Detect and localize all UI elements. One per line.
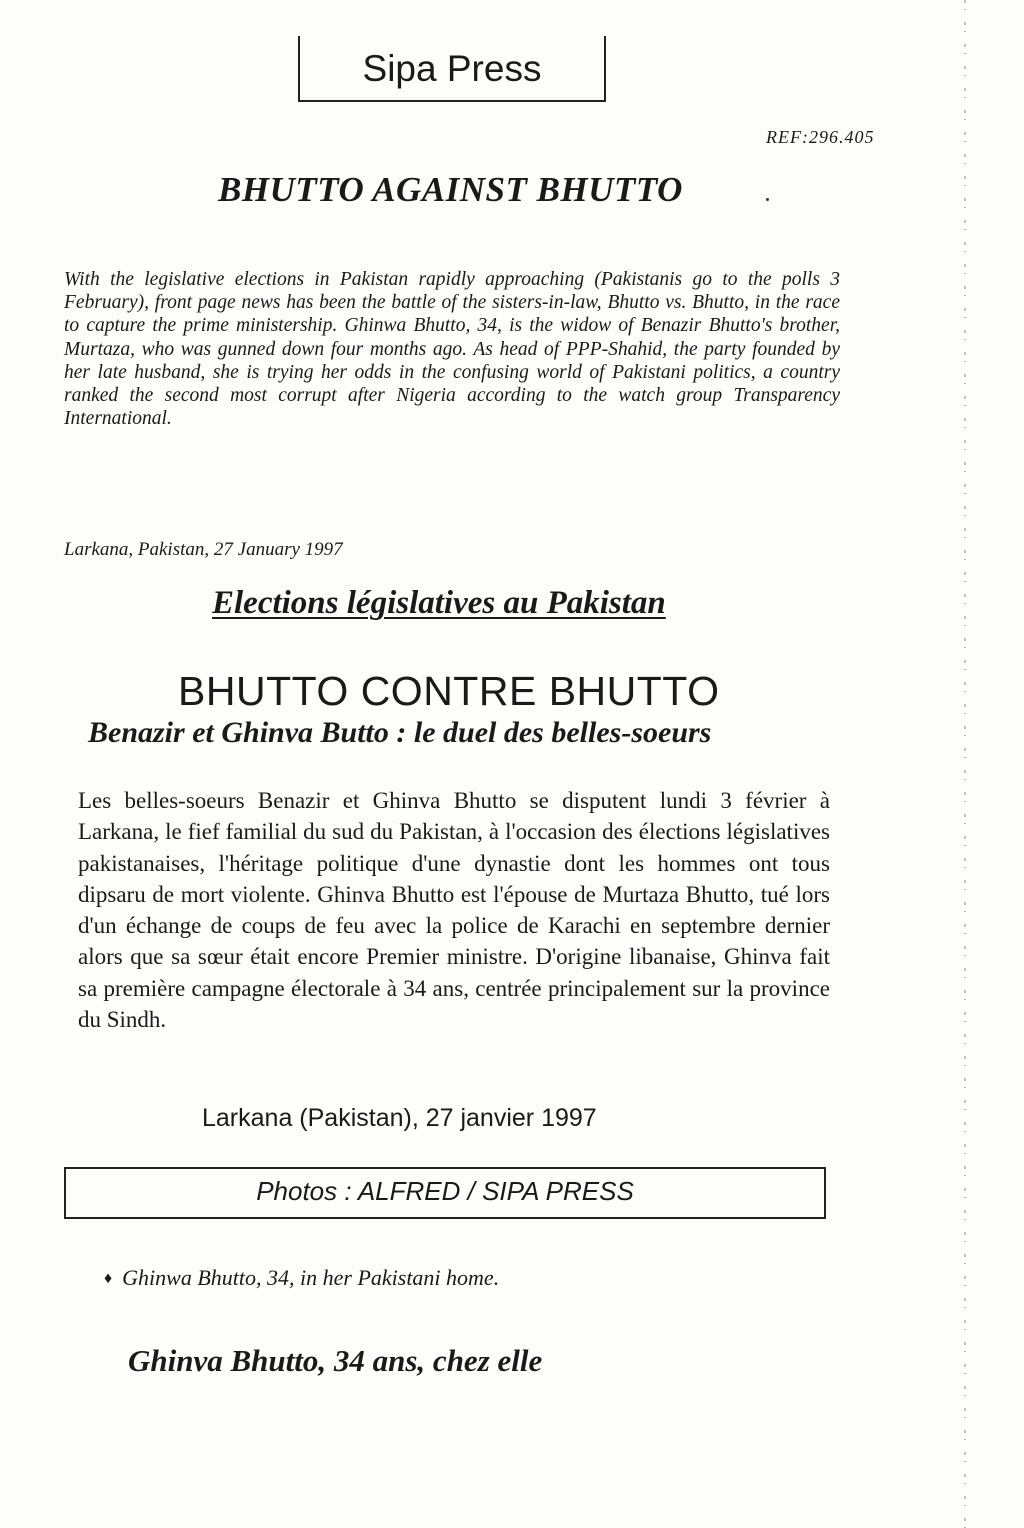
english-title: BHUTTO AGAINST BHUTTO — [218, 170, 683, 209]
scan-speck — [766, 198, 769, 201]
reference-number: REF:296.405 — [766, 127, 875, 147]
french-paragraph: Les belles-soeurs Benazir et Ghinva Bhutto se disputent lundi 3 février à Larkana, le fief familial du sud du Pakistan, à l'occasion des élections législatives pakistanaises, l'héritage politique d'une dynastie dont les hommes ont tous dipsaru de mort violente. Ghinva Bhutto est l'épouse de Murtaza Bhutto, tué lors d'un échange de coups de feu avec la police de Karachi en septembre dernier alors que sa sœur était encore Premier ministre. D'origine libanaise, Ghinva fait sa première campagne électorale à 34 ans, centrée principalement sur la province du Sindh. — [78, 788, 830, 1033]
french-subtitle: Benazir et Ghinva Butto : le duel des belles-soeurs — [88, 716, 712, 749]
diamond-bullet-icon: ♦ — [104, 1270, 113, 1287]
english-caption — [104, 1265, 499, 1291]
english-caption-text: Ghinwa Bhutto, 34, in her Pakistani home. — [122, 1265, 500, 1290]
french-title: BHUTTO CONTRE BHUTTO — [178, 668, 720, 714]
french-section-title: Elections législatives au Pakistan — [212, 585, 666, 621]
english-paragraph: With the legislative elections in Pakistan rapidly approaching (Pakistanis go to the polls 3 February), front page news has been the battle of the sisters-in-law, Bhutto vs. Bhutto, in the race to capture the prime ministership. Ghinwa Bhutto, 34, is the widow of Benazir Bhutto's brother, Murtaza, who was gunned down four months ago. As head of PPP-Shahid, the party founded by her late husband, she is trying her odds in the confusing world of Pakistani politics, a country ranked the second most corrupt after Nigeria according to the watch group Transparency International. — [64, 269, 840, 430]
french-dateline: Larkana (Pakistan), 27 janvier 1997 — [202, 1104, 597, 1132]
french-caption: Ghinva Bhutto, 34 ans, chez elle — [128, 1343, 543, 1378]
sipa-press-logo — [298, 36, 606, 102]
photo-credit: Photos : ALFRED / SIPA PRESS — [256, 1176, 634, 1206]
photo-credit-box — [64, 1167, 826, 1219]
english-dateline: Larkana, Pakistan, 27 January 1997 — [64, 539, 343, 560]
page-edge — [964, 0, 966, 1528]
logo-text: Sipa Press — [362, 48, 542, 89]
